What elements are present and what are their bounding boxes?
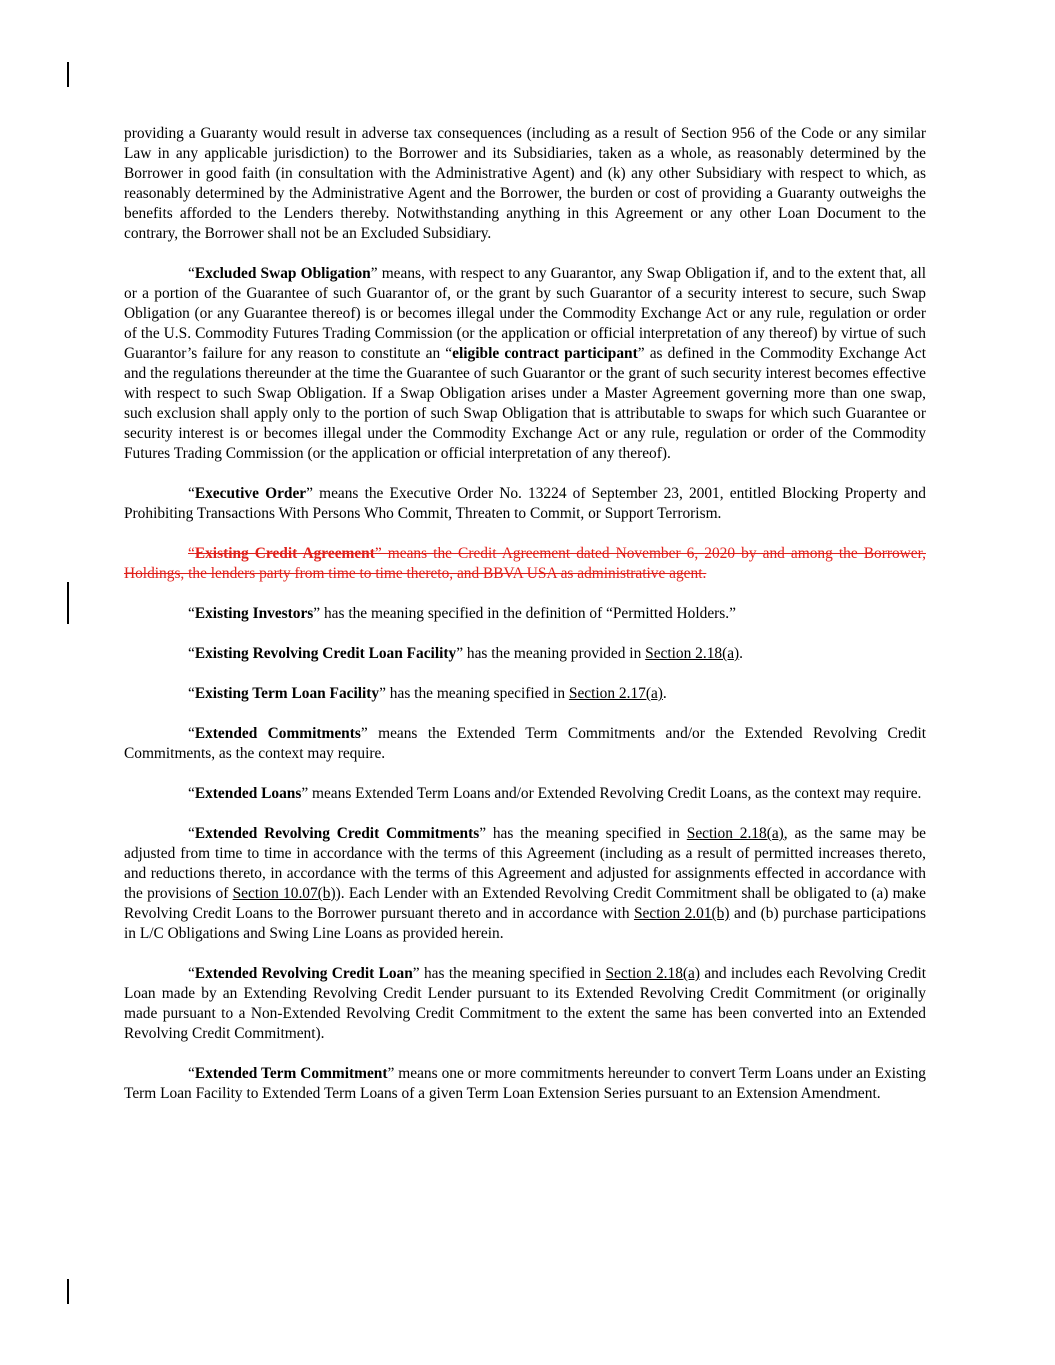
section-reference: Section 2.18(a) [605,965,701,982]
defined-term: Extended Commitments [194,725,361,742]
definition-extended-revolving-credit-commitments: “Extended Revolving Credit Commitments” has the meaning specified in Section 2.18(a), as the same may be adjusted from time to time in accordance with the terms of this Agreement (including as a result of permitted increases thereto, and reductions thereto, in accordance with the terms of this Agreement and adjusted for assignments effected in accordance with the provisions of Section 10.07(b)). Each Lender with an Extended Revolving Credit Commitment shall be obligated to (a) make Revolving Credit Loans to the Borrower pursuant thereto and in accordance with Section 2.01(b) and (b) purchase participations in L/C Obligations and Swing Line Loans as provided herein. [124,825,926,942]
defined-term: Extended Term Commitment [194,1065,388,1082]
change-bar-deletion [67,582,69,624]
section-reference: Section 10.07(b) [232,885,336,902]
change-bar-top [67,62,69,87]
defined-term: Existing Term Loan Facility [194,685,380,702]
definition-existing-term-loan-facility: “Existing Term Loan Facility” has the meaning specified in Section 2.17(a). [188,685,667,702]
defined-term: Existing Credit Agreement [194,545,375,562]
definition-existing-revolving-credit-loan-facility: “Existing Revolving Credit Loan Facility” has the meaning provided in Section 2.18(a). [188,645,744,662]
section-reference: Section 2.18(a) [645,645,740,662]
definition-extended-commitments: “Extended Commitments” means the Extended Term Commitments and/or the Extended Revolving Credit Commitments, as the context may require. [124,725,926,762]
paragraph-excluded-subsidiary-continuation: providing a Guaranty would result in adverse tax consequences (including as a result of Section 956 of the Code or any similar Law in any applicable jurisdiction) to the Borrower and its Subsidiaries, taken as a whole, as reasonably determined by the Borrower in good faith (in consultation with the Administrative Agent) and (k) any other Subsidiary with respect to which, as reasonably determined by the Administrative Agent and the Borrower, the burden or cost of providing a Guaranty outweighs the benefits afforded to the Lenders thereby. Notwithstanding anything in this Agreement or any other Loan Document to the contrary, the Borrower shall not be an Excluded Subsidiary. [124,125,926,242]
defined-term: Executive Order [194,485,307,502]
defined-term: Extended Loans [194,785,302,802]
change-bar-bottom [67,1279,69,1304]
document-page [124,124,926,1124]
definition-excluded-swap-obligation: “Excluded Swap Obligation” means, with respect to any Guarantor, any Swap Obligation if, and to the extent that, all or a portion of the Guarantee of such Guarantor of, or the grant by such Guarantor of a security interest to secure, such Swap Obligation (or any Guarantee thereof) is or becomes illegal under the Commodity Exchange Act or any rule, regulation or order of the U.S. Commodity Futures Trading Commission (or the application or official interpretation of any thereof) by virtue of such Guarantor’s failure for any reason to constitute an “eligible contract participant” as defined in the Commodity Exchange Act and the regulations thereunder at the time the Guarantee of such Guarantor or the grant of such security interest becomes effective with respect to such Swap Obligation. If a Swap Obligation arises under a Master Agreement governing more than one swap, such exclusion shall apply only to the portion of such Swap Obligation that is attributable to swaps for which such Guarantee or security interest is or becomes illegal under the Commodity Exchange Act or any rule, regulation or order of the Commodity Futures Trading Commission (or the application or official interpretation of any thereof). [124,265,926,462]
defined-term: Extended Revolving Credit Loan [194,965,413,982]
deleted-definition-existing-credit-agreement: “Existing Credit Agreement” means the Credit Agreement dated November 6, 2020 by and among the Borrower, Holdings, the lenders party from time to time thereto, and BBVA USA as administrative agent. [124,545,926,582]
definition-executive-order: “Executive Order” means the Executive Order No. 13224 of September 23, 2001, entitled Blocking Property and Prohibiting Transactions With Persons Who Commit, Threaten to Commit, or Support Terrorism. [124,485,926,522]
definition-extended-loans: “Extended Loans” means Extended Term Loans and/or Extended Revolving Credit Loans, as the context may require. [188,785,922,802]
definition-existing-investors: “Existing Investors” has the meaning specified in the definition of “Permitted Holders.” [188,605,736,622]
section-reference: Section 2.17(a) [568,685,663,702]
defined-term: eligible contract participant [452,345,638,362]
defined-term: Extended Revolving Credit Commitments [194,825,480,842]
definition-extended-revolving-credit-loan: “Extended Revolving Credit Loan” has the meaning specified in Section 2.18(a) and includes each Revolving Credit Loan made by an Extending Revolving Credit Lender pursuant to its Extended Revolving Credit Commitment (or originally made pursuant to a Non-Extended Revolving Credit Commitment to the extent the same has been converted into an Extended Revolving Credit Commitment). [124,965,926,1042]
defined-term: Existing Revolving Credit Loan Facility [194,645,457,662]
definition-extended-term-commitment: “Extended Term Commitment” means one or more commitments hereunder to convert Term Loans under an Existing Term Loan Facility to Extended Term Loans of a given Term Loan Extension Series pursuant to an Extension Amendment. [124,1065,926,1102]
section-reference: Section 2.18(a) [686,825,784,842]
defined-term: Excluded Swap Obligation [194,265,371,282]
section-reference: Section 2.01(b) [633,905,730,922]
defined-term: Existing Investors [194,605,314,622]
